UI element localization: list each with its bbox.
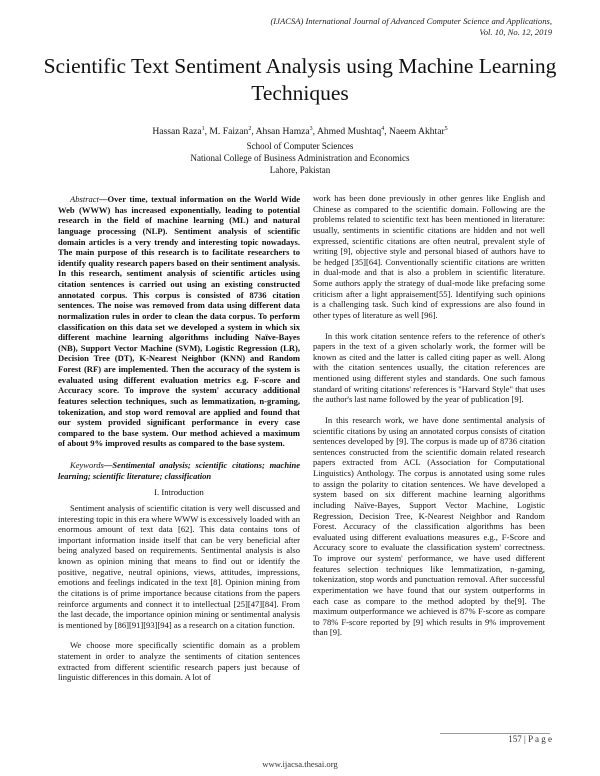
keywords-text: —Sentimental analysis; scientific citations; machine learning; scientific literature; classification <box>58 460 300 481</box>
left-column <box>58 194 300 683</box>
journal-url: www.ijacsa.thesai.org <box>262 759 338 769</box>
author-sup: 5 <box>444 126 448 132</box>
journal-volume: Vol. 10, No. 12, 2019 <box>479 26 552 37</box>
abstract-label: Abstract <box>70 194 99 204</box>
keywords <box>58 460 300 481</box>
author-name: M. Faizan <box>209 126 249 137</box>
author-name: Naeem Akhtar <box>388 126 445 137</box>
author-list: Hassan Raza$^1$, M. Faizan$^2$, Ahsan Hamza$^3$, Ahmed Mushtaq$^4$, Naeem Akhtar$^5$ <box>152 126 448 137</box>
keywords-label: Keywords <box>70 460 104 470</box>
right-column <box>313 193 545 638</box>
affiliation-college: National College of Business Administration and Economics <box>190 153 410 164</box>
author-name: Hassan Raza <box>152 126 202 137</box>
affiliation-school: School of Computer Sciences <box>246 141 354 151</box>
author-name: Ahsan Hamza <box>255 126 310 137</box>
paper-title: Scientific Text Sentiment Analysis using Machine Learning Techniques <box>43 54 557 105</box>
author-sup: 1 <box>201 126 205 132</box>
author-sup: 3 <box>309 126 313 132</box>
abstract-text: —Over time, textual information on the World Wide Web (WWW) has increased exponentially, leading to potential research in the field of machine learning (ML) and natural language processing (NLP). Sentiment analysis of scientific domain articles is a very trendy and interesting topic nowadays. The main purpose of this research is to facilitate researchers to identify quality research papers based on their sentiment analysis. In this research, sentiment analysis of scientific articles using citation sentences is carried out using an existing constructed annotated corpus. This corpus is consisted of 8736 citation sentences. The noise was removed from data using different data normalization rules in order to clean the data corpus. To perform classification on this data set we developed a system in which six different machine learning algorithms including Naïve-Bayes (NB), Support Vector Machine (SVM), Logistic Regression (LR), Decision Tree (DT), K-Nearest Neighbor (KNN) and Random Forest (RF) are implemented. Then the accuracy of the system is evaluated using different evaluation metrics e.g. F-score and Accuracy score. To improve the system' accuracy additional features selection techniques, such as lemmatization, n-graming, tokenization, and stop word removal are applied and found that our system provided significant performance in every case compared to the base system. Our method achieved a maximum of about 9% improved results as compared to the base system. <box>58 194 300 449</box>
affiliation <box>40 140 560 177</box>
author-sup: 2 <box>248 126 252 132</box>
author-sup: 4 <box>381 126 385 132</box>
journal-name: (IJACSA) International Journal of Advanced Computer Science and Applications, <box>270 16 552 26</box>
paragraph: In this work citation sentence refers to the reference of other's papers in the text of a given scholarly work, the former will be known as cited and the latter is called citing paper as well. Along with the citation sentences usually, the citation references are mentioned using different styles and standards. One such famous standard of writing citations' references is "Harvard Style" that uses the author's last name followed by the year of publication [9]. <box>313 330 545 405</box>
paragraph: In this research work, we have done sentimental analysis of scientific citations by using an annotated corpus consists of citation sentences developed by [9]. The corpus is made up of 8736 citation sentences constructed from the scientific domain related research papers extracted from ACL (Association for Computational Linguistics) Anthology. The corpus is annotated using some rules to assign the polarity to citation sentences. We have developed a system based on six different machine learning algorithms including Naïve-Bayes, Support Vector Machine, Logistic Regression, Decision Tree, K-Nearest Neighbor and Random Forest. Accuracy of the classification algorithms has been evaluated using different evaluations measures e.g., F-Score and Accuracy score to evaluate the classification system' correctness. To improve our system' performance, we have used different features selection techniques like lemmatization, n-gaming, tokenization, stop words and punctuation removal. After successful experimentation we have found that our system outperforms in each case as compare to the method adopted by the[9]. The maximum outperformance we achieved is 87% F-score as compare to 78% F-score reported by [9] which results in 9% improvement than [9]. <box>313 414 545 638</box>
author-name: Ahmed Mushtaq <box>316 126 382 137</box>
paragraph: work has been done previously in other genres like English and Chinese as compared to the scientific domain. Following are the problems related to scientific text has been mentioned in literature: usually, sentiments in scientific citations are hidden and not well expressed, scientific citations are often neutral, prevalent style of writing [9], objective style and personal biased of authors have to be hedged [35][64]. Conventionally scientific citations are written in dual-mode and that is also a problem in scientific literature. Some authors apply the strategy of dual-mode like prefacing some criticism after a light appraisement[55]. Identifying such opinions is a challenging task. Such kind of expressions are also found in other types of literature as well [96]. <box>313 193 545 320</box>
section-heading-introduction: I. Introduction <box>154 487 204 498</box>
journal-header <box>232 16 552 37</box>
paragraph: We choose more specifically scientific domain as a problem statement in order to analyze the sentiments of citation sentences extracted from different scientific research papers just because of linguistic differences in this domain. A lot of <box>58 640 300 683</box>
page-number: 157 | P a g e <box>508 734 552 744</box>
paragraph: Sentiment analysis of scientific citation is very well discussed and interesting topic in this era where WWW is excessively loaded with an enormous amount of text data [62]. This data contains tons of important information inside itself that can be very beneficial after being analyzed based on requirements. Sentimental analysis is also known as opinion mining that means to find out or identify the positive, negative, neutral opinions, views, attitudes, impressions, emotions and feelings indicated in the text [8]. Opinion mining from the citations is of prime importance because citations from the papers reinforce arguments and connect it to intellectual [25][47][84]. From the last decade, the importance opinion mining or sentimental analysis is mentioned by [86][91][93][94] as a research on a citation function. <box>58 502 301 630</box>
abstract <box>58 194 300 449</box>
affiliation-city: Lahore, Pakistan <box>269 165 331 176</box>
